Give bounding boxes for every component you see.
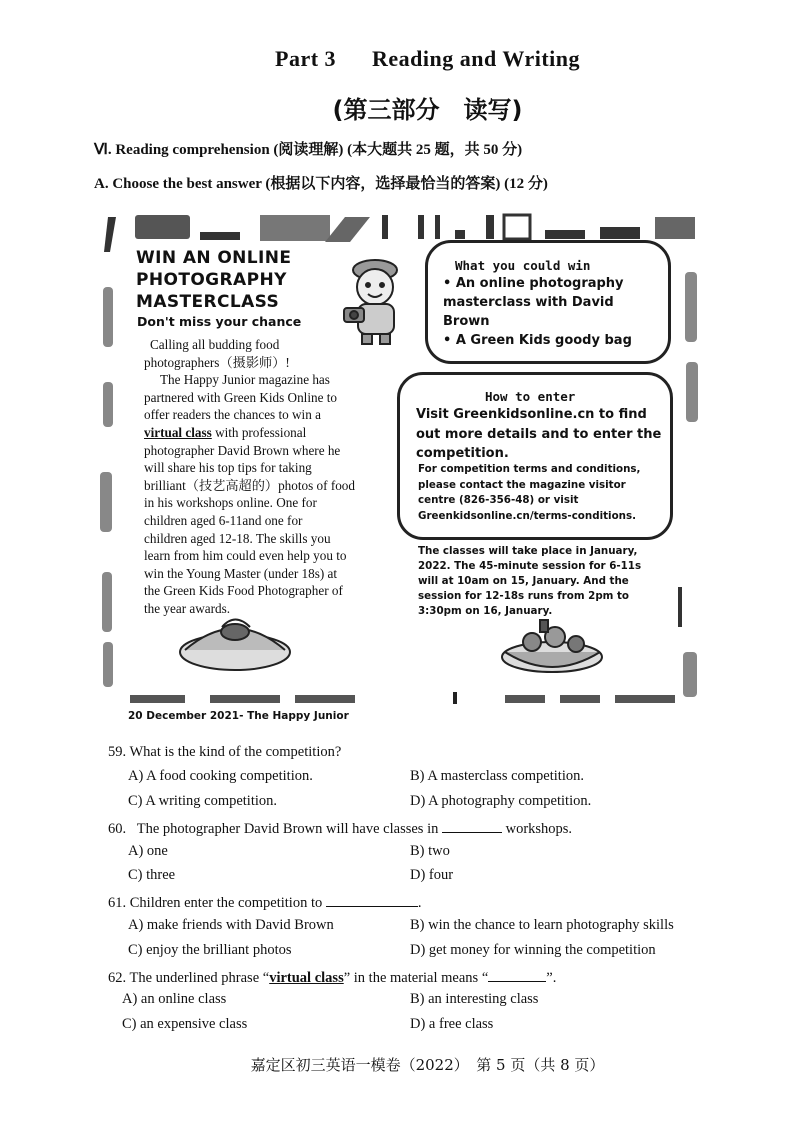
- q62-option-a[interactable]: A) an online class: [122, 991, 227, 1007]
- win-item: • An online photography masterclass with David Brown: [443, 276, 624, 329]
- win-box-heading: What you could win: [455, 258, 591, 273]
- virtual-class-phrase: virtual class: [144, 424, 212, 440]
- q59-option-d[interactable]: D) A photography competition.: [410, 793, 592, 809]
- sub-section-heading: A. Choose the best answer (根据以下内容，选择最恰当的答案) (12 分): [94, 176, 548, 192]
- body-line: win the Young Master (under 18s) at: [144, 565, 338, 581]
- q60-option-a[interactable]: A) one: [128, 843, 168, 859]
- body-line: [144, 424, 394, 442]
- q61-option-b[interactable]: B) win the chance to learn photography skills: [410, 917, 674, 933]
- q62-option-d[interactable]: D) a free class: [410, 1016, 494, 1032]
- body-line: children aged 6-11and one for: [144, 512, 303, 528]
- enter-box-heading: How to enter: [485, 389, 576, 404]
- q60-stem: 60. The photographer David Brown will have classes in: [108, 821, 439, 837]
- dateline: 20 December 2021- The Happy Junior: [128, 710, 349, 722]
- body-line: the Green Kids Food Photographer of: [144, 583, 343, 599]
- q61-stem: 61. Children enter the competition to: [108, 895, 323, 911]
- chinese-part-title: (第三部分 读写): [332, 96, 523, 124]
- question-61: [108, 892, 421, 912]
- q62-option-b[interactable]: B) an interesting class: [410, 991, 539, 1007]
- q62-stem-end: ”.: [546, 970, 557, 986]
- body-line: children aged 12-18. The skills you: [144, 530, 331, 546]
- q59-option-c[interactable]: C) A writing competition.: [128, 793, 278, 809]
- q62-option-c[interactable]: C) an expensive class: [122, 1016, 248, 1032]
- section-heading: Ⅵ. Reading comprehension (阅读理解) (本大题共 25 题，共 50 分): [94, 142, 523, 158]
- body-line: brilliant（技艺高超的）photos of food: [144, 477, 355, 493]
- q61-option-c[interactable]: C) enjoy the brilliant photos: [128, 942, 292, 958]
- q62-underlined-phrase: virtual class: [269, 970, 344, 986]
- body-line: offer readers the chances to win a: [144, 407, 321, 423]
- q62-stem: 62. The underlined phrase “: [108, 970, 270, 986]
- q60-option-c[interactable]: C) three: [128, 867, 176, 883]
- enter-box-text: Visit Greenkidsonline.cn to find out more details and to enter the competition.: [416, 407, 662, 461]
- body-line: photographers（摄影师）!: [144, 354, 290, 370]
- food-illustration-right: [502, 620, 602, 672]
- schedule-text: The classes will take place in January, 2022. The 45-minute session for 6-11s will at 10am on 15, January. And the session for 12-18s runs from 2pm to 3:30pm on 16, January.: [418, 545, 642, 617]
- photographer-cartoon: [344, 260, 397, 344]
- q59-option-b[interactable]: B) A masterclass competition.: [410, 768, 584, 784]
- poster-subtitle: Don't miss your chance: [137, 314, 302, 329]
- question-62: [108, 967, 556, 987]
- enter-box-terms: For competition terms and conditions, please contact the magazine visitor centre (826-356-48) or visit Greenkidsonline.cn/terms-conditions.: [418, 463, 641, 522]
- body-line-segment: with professional: [211, 424, 307, 440]
- q59-option-a[interactable]: A) A food cooking competition.: [128, 768, 313, 784]
- body-line: The Happy Junior magazine has: [160, 372, 330, 388]
- body-line: photographer David Brown where he: [144, 442, 341, 458]
- question-60: [108, 818, 572, 838]
- q62-stem-middle: ” in the material means “: [343, 970, 489, 986]
- body-line: partnered with Green Kids Online to: [144, 389, 337, 405]
- question-59: 59. What is the kind of the competition?: [108, 744, 342, 760]
- win-item: • A Green Kids goody bag: [443, 333, 632, 348]
- q61-option-a[interactable]: A) make friends with David Brown: [128, 917, 334, 933]
- food-illustration-left: [180, 620, 290, 671]
- part-name: Reading and Writing: [372, 46, 580, 71]
- poster-title-line: MASTERCLASS: [136, 292, 280, 312]
- q61-stem-end: .: [417, 895, 422, 911]
- answer-blank[interactable]: [488, 967, 546, 982]
- q60-option-b[interactable]: B) two: [410, 843, 450, 859]
- part-title: [0, 46, 800, 72]
- body-line: learn from him could even help you to: [144, 548, 347, 564]
- page-footer: 嘉定区初三英语一模卷（2022） 第 5 页（共 8 页）: [250, 1056, 605, 1074]
- body-line: Calling all budding food: [150, 337, 280, 352]
- poster-body: [144, 336, 394, 618]
- part-number: Part 3: [275, 46, 337, 71]
- answer-blank[interactable]: [326, 892, 418, 907]
- q61-option-d[interactable]: D) get money for winning the competition: [410, 942, 656, 958]
- win-box-list: [443, 274, 661, 350]
- poster-title-line: PHOTOGRAPHY: [136, 270, 287, 290]
- q60-option-d[interactable]: D) four: [410, 867, 454, 883]
- body-line: in his workshops online. One for: [144, 495, 317, 511]
- body-line: will share his top tips for taking: [144, 460, 312, 476]
- poster-title-line: WIN AN ONLINE: [136, 248, 292, 268]
- answer-blank[interactable]: [442, 818, 502, 833]
- body-line: the year awards.: [144, 600, 231, 616]
- q60-stem-end: workshops.: [505, 821, 573, 837]
- poster-title: [136, 247, 291, 313]
